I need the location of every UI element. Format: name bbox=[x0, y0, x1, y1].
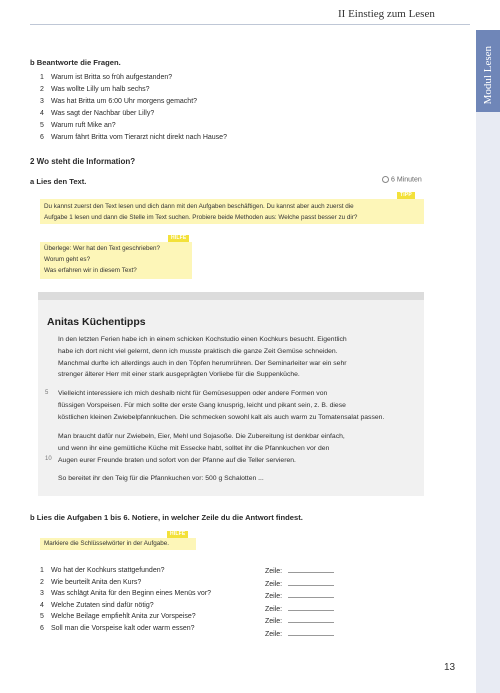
list-item: 2 Wie beurteilt Anita den Kurs? bbox=[40, 578, 142, 586]
header-divider bbox=[30, 24, 470, 25]
zeile-field[interactable]: Zeile: bbox=[265, 565, 334, 578]
zeile-field[interactable]: Zeile: bbox=[265, 578, 334, 591]
list-item: 4 Was sagt der Nachbar über Lilly? bbox=[40, 110, 155, 117]
side-strip bbox=[476, 112, 500, 693]
page-number: 13 bbox=[444, 662, 456, 673]
article-top-bar bbox=[38, 292, 424, 300]
tip-badge: TIPP bbox=[397, 192, 415, 199]
line-number: 5 bbox=[45, 390, 49, 396]
list-item: 1 Wo hat der Kochkurs stattgefunden? bbox=[40, 567, 165, 574]
hilfe-badge: HILFE bbox=[168, 235, 189, 242]
list-item: 3 Was hat Britta um 6:00 Uhr morgens gemacht? bbox=[40, 98, 198, 105]
hilfe-badge: HILFE bbox=[167, 531, 188, 538]
article-paragraph-4: So bereitet ihr den Teig für die Pfannkuchen vor: 500 g Schalotten ... bbox=[58, 475, 264, 482]
list-item: 3 Was schlägt Anita für den Beginn eines Menüs vor? bbox=[40, 590, 212, 597]
list-item: 5 Welche Beilage empfiehlt Anita zur Vorspeise? bbox=[40, 613, 196, 620]
list-item: 5 Warum ruft Mike an? bbox=[40, 122, 116, 129]
zeile-field[interactable]: Zeile: bbox=[265, 628, 334, 641]
task-b2-heading: b Lies die Aufgaben 1 bis 6. Notiere, in welcher Zeile du die Antwort findest. bbox=[30, 513, 303, 522]
module-side-tab bbox=[476, 30, 500, 112]
list-item: 6 Warum fährt Britta vom Tierarzt nicht direkt nach Hause? bbox=[40, 134, 227, 141]
zeile-answer-column bbox=[265, 565, 334, 640]
hilfe-box: Überlege: Wer hat den Text geschrieben? Worum geht es? Was erfahren wir in diesem Text? bbox=[40, 242, 192, 279]
line-question-list bbox=[40, 565, 270, 634]
list-item: 2 Was wollte Lilly um halb sechs? bbox=[40, 86, 150, 93]
line-number: 10 bbox=[45, 456, 52, 462]
zeile-field[interactable]: Zeile: bbox=[265, 615, 334, 628]
task-a-heading: a Lies den Text. bbox=[30, 177, 87, 186]
time-indicator: 6 Minuten bbox=[382, 176, 422, 183]
article-paragraph-2: Vielleicht interessiere ich mich deshalb nicht für Gemüsesuppen oder andere Formen von flüssigen Vorspeisen. Für mich sollte der erste Gang knusprig, leicht und pikant sein, z. B. diese köstlichen kleinen Zwiebelpfannkuchen. Die schmecken sowohl kalt als auch warm zu Tomatensalat passen. bbox=[58, 390, 385, 421]
module-side-tab-label: Modul Lesen bbox=[482, 45, 494, 104]
list-item: 4 Welche Zutaten sind dafür nötig? bbox=[40, 601, 154, 609]
question-list bbox=[40, 72, 370, 144]
hilfe-box: Markiere die Schlüsselwörter in der Aufgabe. bbox=[40, 538, 196, 550]
clock-icon bbox=[382, 176, 389, 183]
article-paragraph-3: Man braucht dafür nur Zwiebeln, Eier, Mehl und Sojasoße. Die Zubereitung ist denkbar einfach, und wenn ihr eine gemütliche Küche mit Essecke habt, solltet ihr die Pfannkuchen vor den Augen eurer Freunde braten und sofort von der Pfanne auf die Teller servieren. bbox=[58, 433, 345, 464]
page-header-title: II Einstieg zum Lesen bbox=[338, 8, 435, 20]
section-title: 2 Wo steht die Information? bbox=[30, 157, 136, 166]
task-b-heading: b Beantworte die Fragen. bbox=[30, 58, 121, 67]
list-item: 1 Warum ist Britta so früh aufgestanden? bbox=[40, 74, 173, 81]
article-title: Anitas Küchentipps bbox=[47, 316, 146, 328]
zeile-field[interactable]: Zeile: bbox=[265, 590, 334, 603]
tip-box: Du kannst zuerst den Text lesen und dich dann mit den Aufgaben beschäftigen. Du kannst aber auch zuerst die Aufgabe 1 lesen und dann die Stelle im Text suchen. Probiere beide Methoden aus: Welche passt besser zu dir? bbox=[40, 199, 424, 224]
list-item: 6 Soll man die Vorspeise kalt oder warm essen? bbox=[40, 624, 195, 632]
article-paragraph-1: In den letzten Ferien habe ich in einem schicken Kochstudio einen Kochkurs besucht. Eigentlich habe ich dort nicht viel gelernt, denn ich musste praktisch die ganze Zeit Gemüse schneiden. Manchmal durfte ich allerdings auch in den Töpfen herumrühren. Der Seminarleiter war ein sehr strenger älterer Herr mit einer stark ausgeprägten Vorliebe für die Suppenküche. bbox=[58, 336, 347, 379]
zeile-field[interactable]: Zeile: bbox=[265, 603, 334, 616]
